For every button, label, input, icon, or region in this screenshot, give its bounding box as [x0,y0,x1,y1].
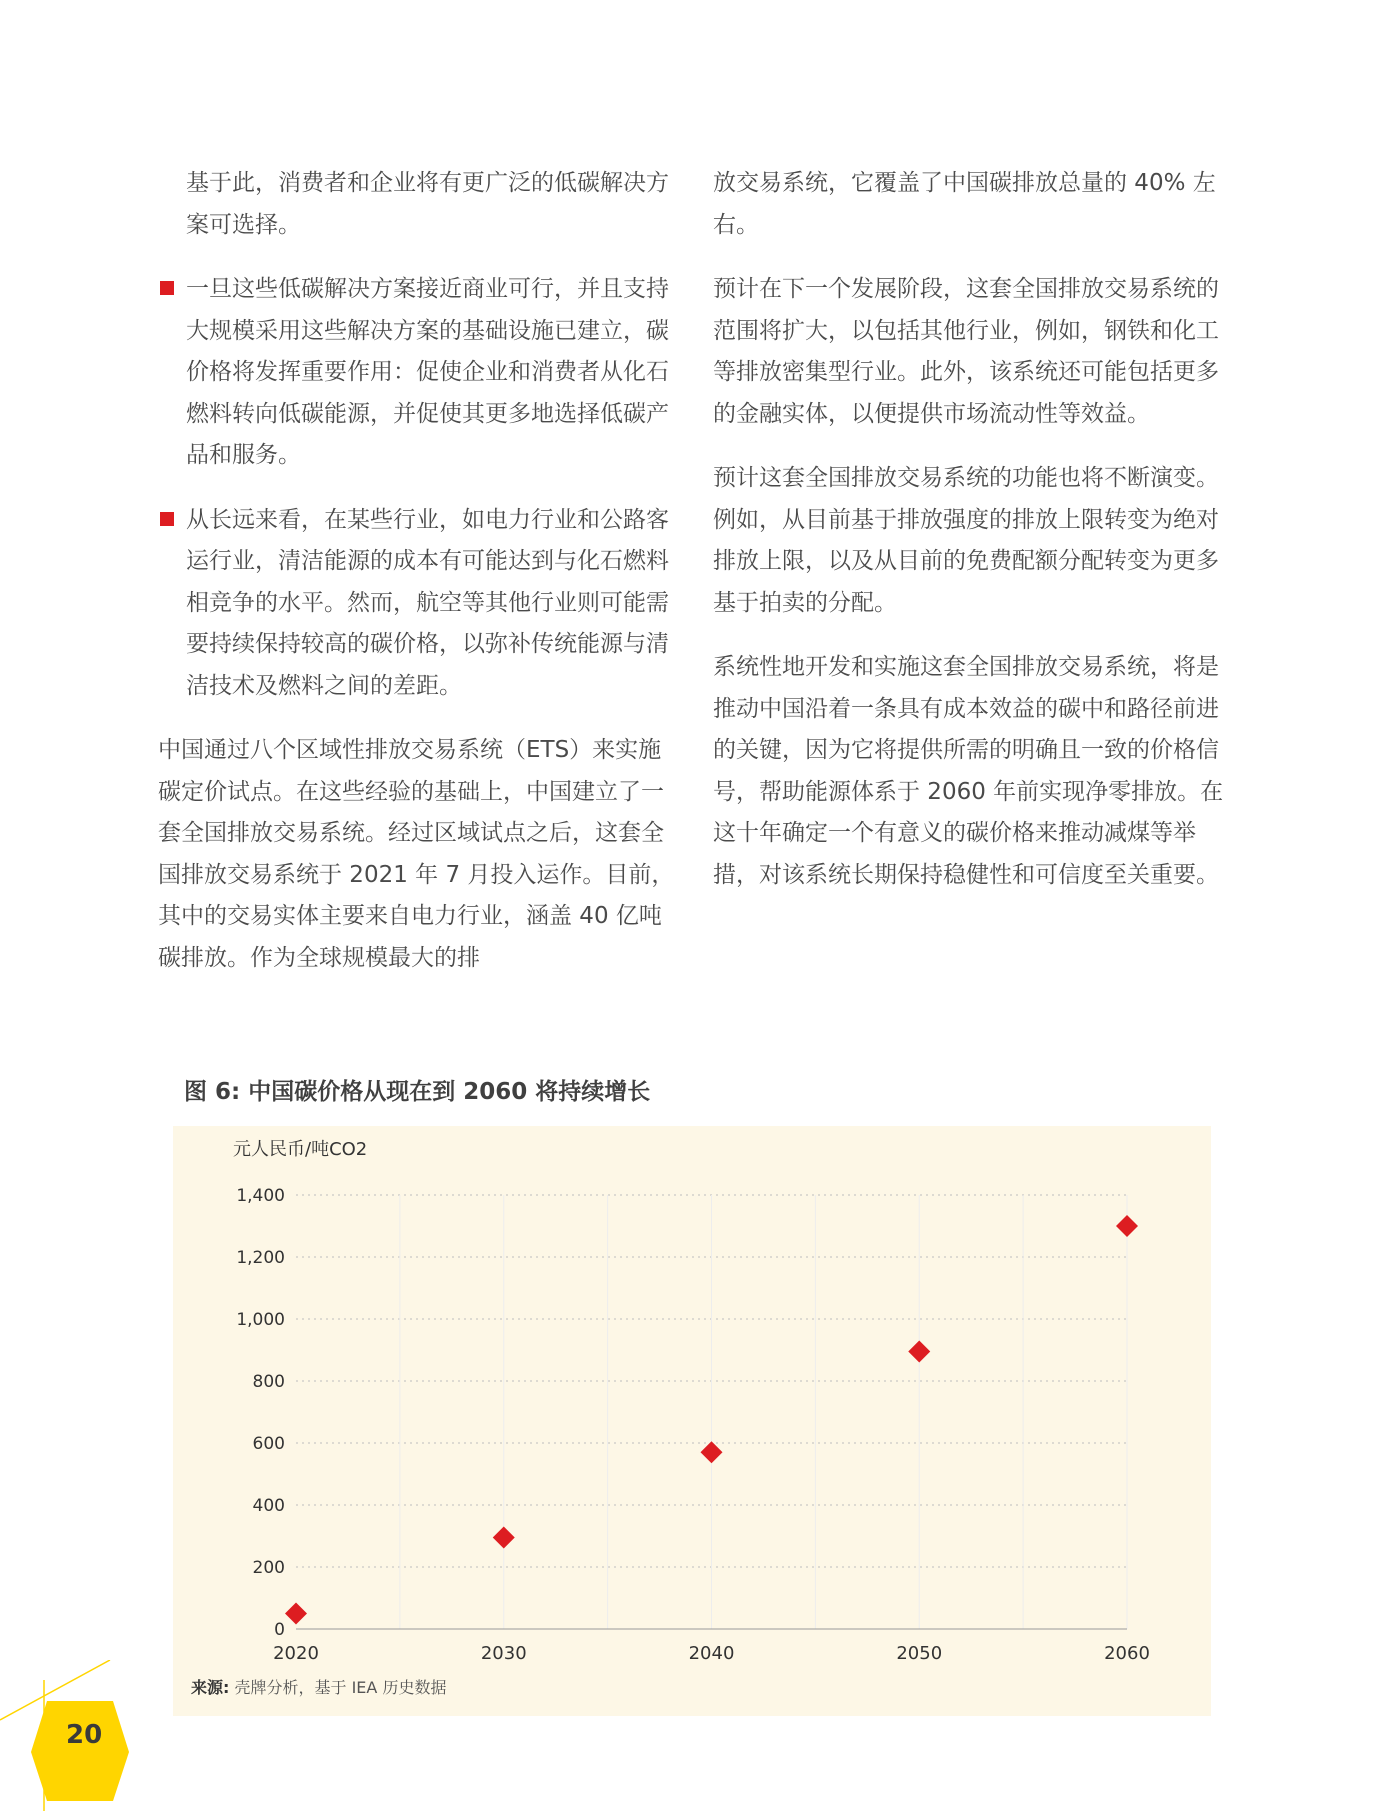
data-point-marker [908,1341,930,1363]
source-label: 来源: [191,1678,230,1697]
data-point-marker [285,1603,307,1625]
data-point-marker [701,1441,723,1463]
right-column [713,163,1226,919]
bullet-item [158,500,678,708]
x-tick-label: 2060 [1104,1643,1150,1664]
x-tick-label: 2030 [480,1643,527,1664]
bullet-square-icon [160,512,174,526]
figure-title: 图 6: 中国碳价格从现在到 2060 将持续增长 [184,1079,651,1105]
x-tick-label: 2040 [688,1643,735,1664]
y-axis-label: 元人民币/吨CO2 [233,1139,368,1160]
paragraph: 系统性地开发和实施这套全国排放交易系统，将是推动中国沿着一条具有成本效益的碳中和路径前进的关键，因为它将提供所需的明确且一致的价格信号，帮助能源体系于 2060 年前实现净零排放。在这十年确定一个有意义的碳价格来推动减煤等举措，对该系统长期保持稳健性和可信度至关重要。 [713,654,1224,888]
bullet-text: 一旦这些低碳解决方案接近商业可行，并且支持大规模采用这些解决方案的基础设施已建立，碳价格将发挥重要作用：促使企业和消费者从化石燃料转向低碳能源，并促使其更多地选择低碳产品和服务。 [186,276,669,468]
left-column [158,163,678,1002]
paragraph: 预计在下一个发展阶段，这套全国排放交易系统的范围将扩大，以包括其他行业，例如，钢铁和化工等排放密集型行业。此外，该系统还可能包括更多的金融实体，以便提供市场流动性等效益。 [713,276,1219,427]
source-text: 壳牌分析，基于 IEA 历史数据 [229,1678,447,1697]
page-number-badge [0,1660,160,1811]
x-tick-label: 2050 [896,1643,943,1664]
chart-source [191,1675,446,1698]
y-tick-label: 800 [252,1372,285,1392]
y-tick-label: 200 [252,1558,285,1578]
data-point-marker [1116,1215,1138,1237]
paragraph: 预计这套全国排放交易系统的功能也将不断演变。例如，从目前基于排放强度的排放上限转变为绝对排放上限，以及从目前的免费配额分配转变为更多基于拍卖的分配。 [713,465,1219,616]
y-tick-label: 1,200 [236,1248,285,1268]
x-tick-label: 2020 [273,1643,319,1664]
data-point-marker [493,1527,515,1549]
bullet-square-icon [160,281,174,295]
y-tick-label: 1,000 [236,1310,285,1330]
y-tick-label: 600 [252,1434,285,1454]
scatter-chart [173,1126,1211,1716]
page-number: 20 [66,1720,103,1750]
y-tick-label: 1,400 [236,1186,285,1206]
y-tick-label: 0 [274,1620,285,1640]
y-tick-label: 400 [252,1496,285,1516]
paragraph: 中国通过八个区域性排放交易系统（ETS）来实施碳定价试点。在这些经验的基础上，中国建立了一套全国排放交易系统。经过区域试点之后，这套全国排放交易系统于 2021 年 7 月投入运作。目前，其中的交易实体主要来自电力行业，涵盖 40 亿吨碳排放。作为全球规模最大的排 [158,737,675,971]
bullet-text: 从长远来看，在某些行业，如电力行业和公路客运行业，清洁能源的成本有可能达到与化石燃料相竞争的水平。然而，航空等其他行业则可能需要持续保持较高的碳价格，以弥补传统能源与清洁技术及燃料之间的差距。 [186,506,669,699]
chart-panel [173,1126,1211,1716]
paragraph: 放交易系统，它覆盖了中国碳排放总量的 40% 左右。 [713,170,1216,238]
bullet-item [158,269,678,477]
paragraph: 基于此，消费者和企业将有更广泛的低碳解决方案可选择。 [186,170,669,238]
